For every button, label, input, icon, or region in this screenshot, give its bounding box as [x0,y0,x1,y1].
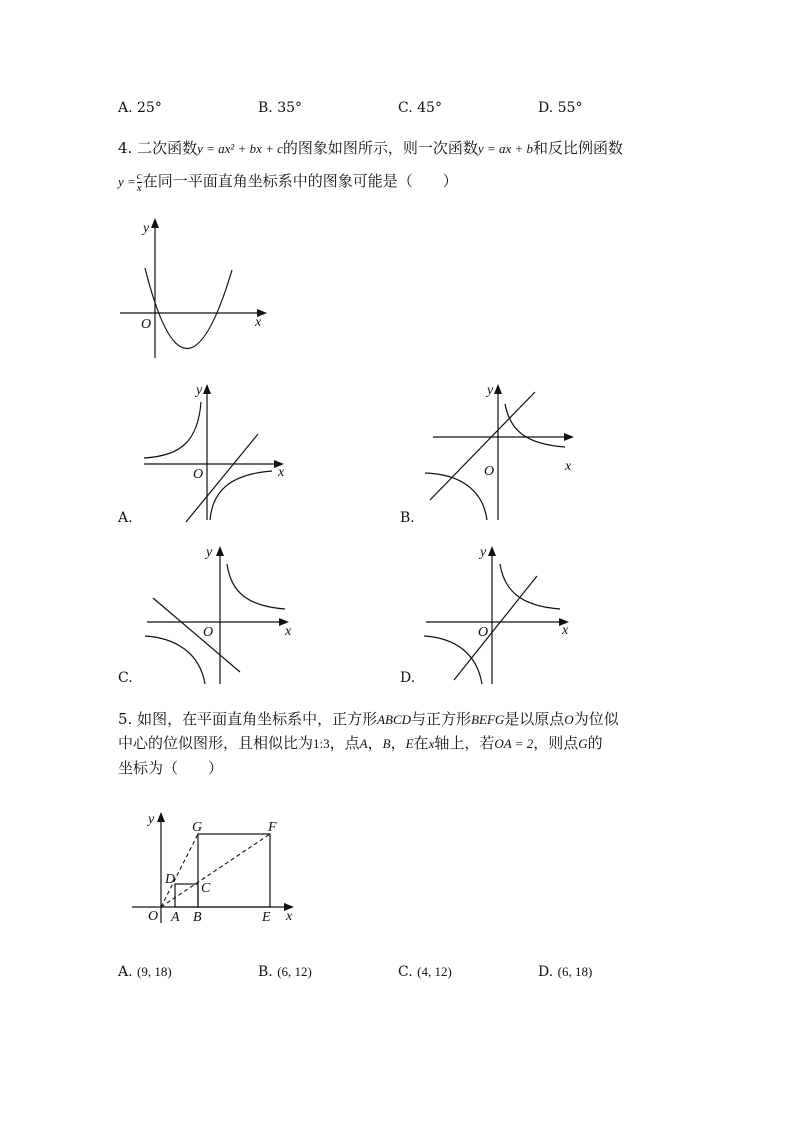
origin-label: O [478,625,489,640]
origin-label: O [141,317,152,332]
y-label: y [206,545,213,560]
x-label: x [286,909,293,924]
label-b: B [193,910,202,925]
formula-inverse-lhs: y = [118,174,136,189]
option-value: 45° [417,100,442,116]
label-f: F [268,820,277,835]
stem-text: 为位似 [573,710,619,728]
option-letter: C. [398,100,413,116]
point-g: G [578,736,588,751]
x-label: x [285,624,292,639]
y-label: y [196,383,203,398]
origin-label: O [203,625,214,640]
option-value: (4, 12) [417,964,452,979]
origin-label: O [484,464,495,479]
graph-option-a [140,382,300,524]
hyperbola-branch-lower [145,636,205,684]
square-befg: BEFG [471,712,505,727]
stem-text: ，则点 [533,734,579,752]
label-c: C [201,881,211,896]
q4-choice-b: B. [400,510,415,526]
linear-graph [430,392,535,500]
x-label: x [278,465,285,480]
q5-stem-line2 [118,730,603,757]
q5-option-c [398,964,452,980]
stem-text: 5. 如图，在平面直角坐标系中，正方形 [118,710,378,728]
formula-oa: OA = 2 [494,736,534,751]
option-value: 35° [277,100,303,116]
hyperbola-branch-upper [500,564,560,609]
option-value: (6, 12) [277,964,312,979]
option-letter: C. [398,964,413,980]
square-befg-shape [198,834,270,907]
fraction-denominator: x [136,181,142,194]
stem-text: 中心的位似图形，且相似比为 [118,734,314,752]
point-o: O [564,712,574,727]
q5-option-a [118,964,172,980]
option-letter: B. [258,964,273,980]
option-value: 55° [557,100,583,116]
graph-option-d [422,542,582,687]
y-axis-arrow [488,546,496,556]
stem-text: 与正方形 [411,710,472,728]
stem-text: 的 [587,734,603,752]
hyperbola-branch-upper [144,402,201,458]
stem-text: ， [390,734,406,752]
q4-stem-line2 [118,168,458,195]
q5-stem-line3: 坐标为（ ） [118,759,224,777]
point-e: E [405,736,414,751]
formula-quadratic: y = ax² + bx + c [197,141,283,156]
y-axis-arrow [157,812,165,822]
q4-choice-d: D. [400,670,416,686]
fraction-numerator: c [136,169,142,182]
y-axis-arrow [494,384,502,394]
x-label: x [562,623,569,638]
option-value: (6, 18) [557,964,593,979]
label-g: G [192,820,203,835]
q5-option-b [258,964,312,980]
q4-choice-a: A. [118,510,133,526]
similar-squares-figure [128,808,308,928]
hyperbola-branch-upper [227,564,285,609]
option-value: (9, 18) [137,964,172,979]
stem-text: 的图象如图所示，则一次函数 [282,139,478,157]
y-label: y [148,812,155,827]
point-b: B [382,736,391,751]
linear-graph [454,576,537,680]
dashed-line-og [161,834,198,907]
square-abcd: ABCD [377,712,412,727]
q3-option-c [398,100,442,116]
stem-text: ， [367,734,383,752]
q3-option-b [258,100,302,116]
x-axis-name: x [428,736,435,751]
y-axis-arrow [151,218,159,228]
option-letter: A. [118,964,133,980]
y-axis-arrow [203,384,211,394]
graph-option-c [145,542,305,687]
stem-text: 二次函数 [137,139,198,157]
dashed-line-of [161,834,270,907]
stem-text: 是以原点 [504,710,565,728]
stem-text: 在 [413,734,429,752]
y-label: y [143,221,150,236]
graph-option-b [425,382,585,524]
label-o: O [148,909,159,924]
option-letter: D. [538,964,554,980]
formula-linear: y = ax + b [477,141,534,156]
option-letter: A. [118,100,133,116]
x-axis-arrow [564,433,574,441]
x-label: x [565,459,572,474]
q4-choice-c: C. [118,670,133,686]
formula-inverse-fraction [137,171,142,194]
origin-label: O [193,467,204,482]
hyperbola-branch-lower [424,636,482,684]
ratio: 1:3 [313,736,330,751]
label-d: D [165,872,176,887]
option-letter: D. [538,100,554,116]
point-a: A [359,736,368,751]
option-letter: B. [258,100,273,116]
parabola-figure [115,218,275,363]
y-label: y [487,383,494,398]
hyperbola-branch-upper [505,404,565,447]
parabola-curve [145,268,232,349]
label-e: E [262,910,271,925]
question-number: 4. [118,139,133,157]
option-value: 25° [137,100,162,116]
stem-text: 轴上，若 [434,734,495,752]
square-abcd-shape [175,884,198,907]
x-label: x [255,315,262,330]
q3-option-a [118,100,162,116]
y-label: y [480,545,487,560]
q3-option-d [538,100,582,116]
stem-text: 和反比例函数 [533,139,624,157]
y-axis-arrow [216,546,224,556]
q4-stem-line1 [118,135,623,162]
stem-text: ，点 [329,734,360,752]
stem-text: 在同一平面直角坐标系中的图象可能是（ ） [142,172,458,190]
q5-stem-line1 [118,706,619,733]
hyperbola-branch-lower [210,471,272,520]
hyperbola-branch-lower [425,473,487,520]
label-a: A [171,910,180,925]
q5-option-d [538,964,592,980]
